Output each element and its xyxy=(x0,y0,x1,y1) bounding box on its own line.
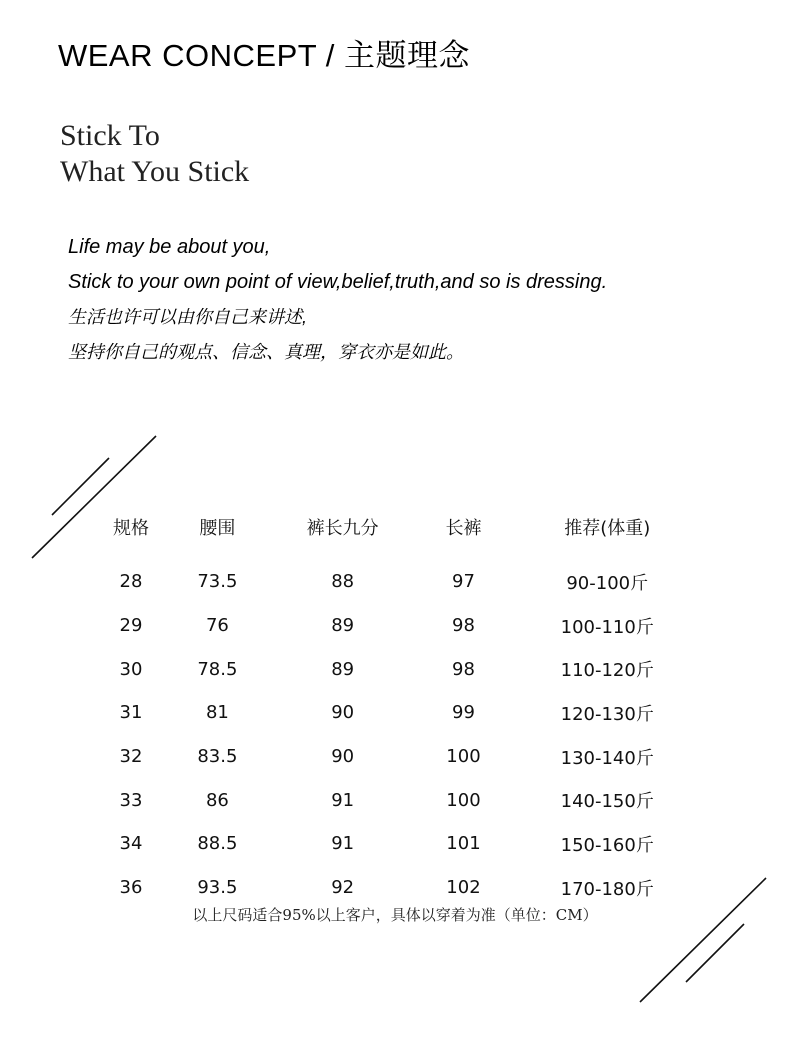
header-cropped-length: 裤长九分 xyxy=(306,518,379,539)
table-row xyxy=(90,778,710,822)
cell-size: 29 xyxy=(119,615,143,637)
cell-waist: 73.5 xyxy=(197,571,238,593)
cell-cropped-length: 89 xyxy=(331,615,355,637)
cell-cropped-length: 92 xyxy=(331,877,355,899)
cell-cropped-length: 89 xyxy=(331,658,355,680)
cell-weight: 100-110斤 xyxy=(560,616,654,638)
cell-size: 34 xyxy=(119,833,143,855)
cell-size: 32 xyxy=(119,746,143,768)
cell-waist: 81 xyxy=(205,702,229,724)
slogan-line-1: Stick To xyxy=(60,119,160,152)
cell-size: 36 xyxy=(119,877,143,899)
cell-waist: 88.5 xyxy=(197,833,238,855)
cell-size: 33 xyxy=(119,789,143,811)
cell-size: 28 xyxy=(119,571,143,593)
cell-waist: 83.5 xyxy=(197,746,238,768)
intro-line-3: 生活也许可以由你自己来讲述, xyxy=(68,307,307,327)
intro-line-1: Life may be about you, xyxy=(68,236,271,258)
cell-cropped-length: 90 xyxy=(331,702,355,724)
cell-full-length: 97 xyxy=(452,571,475,593)
cell-weight: 150-160斤 xyxy=(560,834,654,856)
cell-cropped-length: 90 xyxy=(331,746,355,768)
table-row xyxy=(90,604,710,648)
cell-full-length: 98 xyxy=(452,615,475,637)
cell-size: 31 xyxy=(119,702,143,724)
size-note: 以上尺码适合95%以上客户，具体以穿着为准（单位：CM） xyxy=(192,906,598,924)
table-row xyxy=(90,560,710,604)
cell-weight: 120-130斤 xyxy=(560,703,654,725)
cell-full-length: 102 xyxy=(446,877,481,899)
cell-cropped-length: 91 xyxy=(331,833,355,855)
cell-weight: 170-180斤 xyxy=(560,878,654,900)
deco-line-bottom-right-short xyxy=(686,924,744,982)
cell-full-length: 98 xyxy=(452,658,475,680)
table-header-row xyxy=(90,505,710,560)
table-row xyxy=(90,691,710,735)
cell-cropped-length: 88 xyxy=(331,571,355,593)
table-row xyxy=(90,822,710,866)
cell-weight: 130-140斤 xyxy=(560,747,654,769)
header-recommended-weight: 推荐(体重) xyxy=(564,518,651,539)
intro-line-2: Stick to your own point of view,belief,truth,and so is dressing. xyxy=(68,271,608,293)
size-table xyxy=(90,505,710,910)
cell-waist: 78.5 xyxy=(197,658,238,680)
cell-full-length: 100 xyxy=(446,746,481,768)
cell-weight: 110-120斤 xyxy=(560,660,654,682)
table-row xyxy=(90,735,710,779)
cell-full-length: 100 xyxy=(446,789,481,811)
cell-size: 30 xyxy=(119,658,143,680)
cell-full-length: 99 xyxy=(452,702,475,724)
header-waist: 腰围 xyxy=(199,518,236,539)
header-full-length: 长裤 xyxy=(445,518,482,539)
cell-weight: 90-100斤 xyxy=(566,572,649,594)
header-size: 规格 xyxy=(113,518,149,539)
page-title: WEAR CONCEPT / 主题理念 xyxy=(58,38,470,73)
table-row xyxy=(90,866,710,910)
cell-waist: 93.5 xyxy=(197,877,238,899)
intro-line-4: 坚持你自己的观点、信念、真理，穿衣亦是如此。 xyxy=(68,342,464,362)
cell-cropped-length: 91 xyxy=(331,789,355,811)
cell-full-length: 101 xyxy=(446,833,481,855)
cell-weight: 140-150斤 xyxy=(560,791,654,813)
cell-waist: 76 xyxy=(205,615,229,637)
table-row xyxy=(90,647,710,691)
slogan-line-2: What You Stick xyxy=(60,155,250,188)
cell-waist: 86 xyxy=(205,789,229,811)
